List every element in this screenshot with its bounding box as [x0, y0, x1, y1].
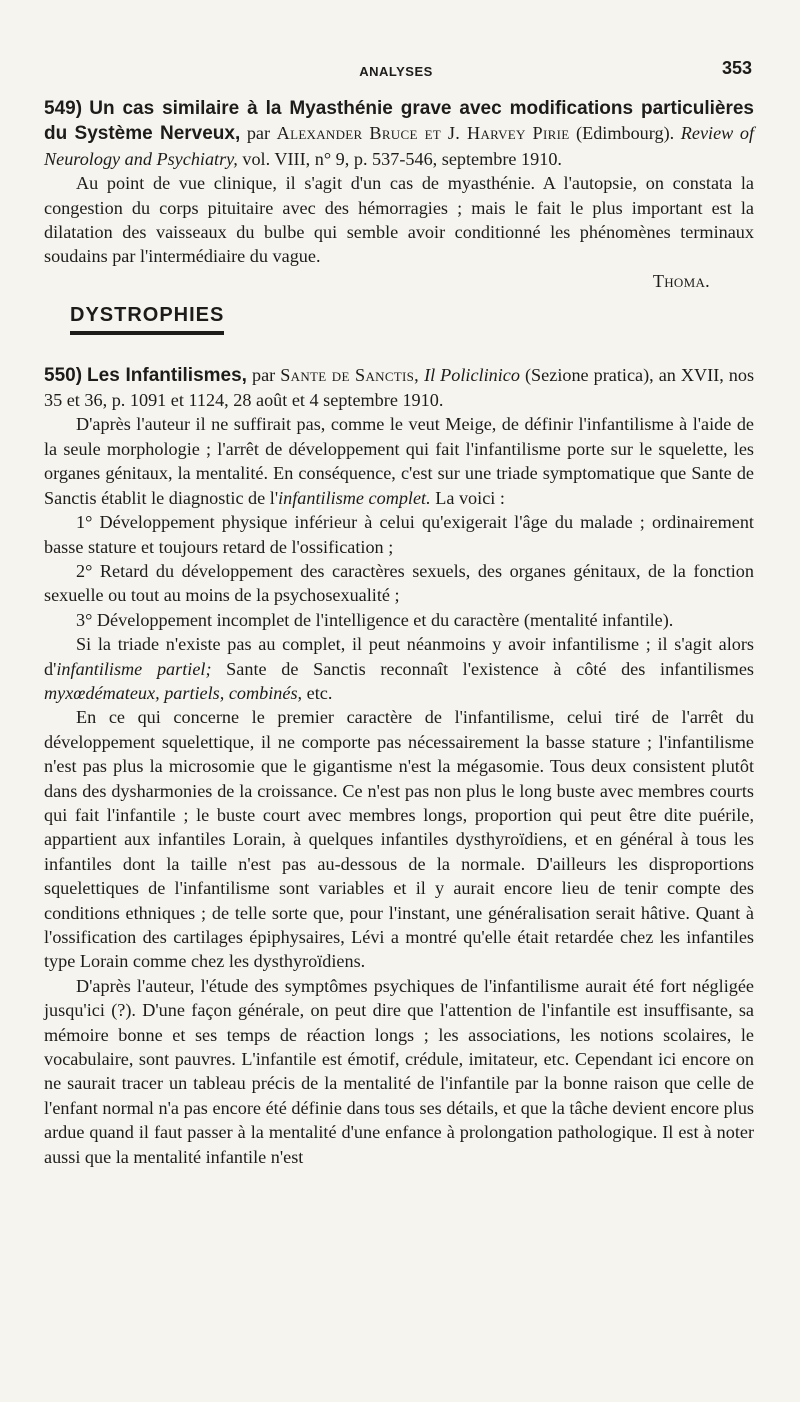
- term-infantilisme-partiel: infantilisme partiel;: [56, 658, 212, 679]
- paragraph-definition: [44, 412, 754, 510]
- section-gap: [44, 335, 754, 363]
- article-550-author: Sante de Sanctis,: [280, 364, 420, 385]
- article-550-citation: [44, 363, 754, 413]
- article-549-by: par: [246, 123, 271, 144]
- article-550-number: 550): [44, 364, 83, 386]
- page-body: [44, 96, 754, 1169]
- triad-item-3: 3° Développement incomplet de l'intelligence et du caractère (mentalité infantile).: [76, 609, 674, 630]
- article-549-title: Un cas similaire à la Myasthénie grave avec modifications particulières du Système Nerveux,: [44, 98, 754, 145]
- article-549-signature: [44, 269, 754, 293]
- article-549-citation: [44, 96, 754, 171]
- paragraph-partial-text: Si la triade n'existe pas au complet, il peut néanmoins y avoir infantilisme ; il s'agit alors d': [44, 634, 754, 679]
- article-550-reference: (Sezione pratica), an XVII, nos 35 et 36, p. 1091 et 1124, 28 août et 4 septembre 1910.: [44, 364, 755, 411]
- triad-item-2: 2° Retard du développement des caractères sexuels, des organes génitaux, de la fonction sexuelle ou tout au moins de la psychosexualité ;: [44, 560, 754, 606]
- signature-text: Thoma.: [652, 270, 710, 291]
- running-title: ANALYSES: [359, 64, 433, 79]
- running-head: [40, 58, 752, 84]
- article-550-journal: Il Policlinico: [424, 364, 520, 385]
- article-550-title: Les Infantilismes,: [87, 364, 247, 386]
- section-title: DYSTROPHIES: [70, 303, 224, 334]
- article-549-number: 549): [44, 98, 83, 119]
- paragraph-skeletal: En ce qui concerne le premier caractère de l'infantilisme, celui tiré de l'arrêt du développement squelettique, il ne comporte pas nécessairement la basse stature ; l'infantilisme n'est pas plus la microsomie que le gigantisme n'est la mégasomie. Tous deux consistent plutôt dans des dysharmonies de la croissance. Ce n'est pas non plus le long buste avec membres courts qui fait l'infantile ; le buste court avec membres longs, proportion qui peut être dite puérile, appartient aux infantiles Lorain, à quelques infantiles dysthyroïdiens, et en général à tous les infantiles dont la taille n'est pas au-dessous de la normale. D'ailleurs les disproportions squelettiques de l'infantilisme sont variables et il y aurait encore lieu de tenir compte des conditions ethniques ; de telle sorte que, pour l'instant, une généralisation serait hâtive. Quant à l'ossification des cartilages épiphysaires, Lévi a montré qu'elle était retardée chez les infantiles type Lorain comme chez les dysthyroïdiens.: [44, 707, 754, 972]
- paragraph-partial-end: etc.: [302, 682, 333, 703]
- paragraph-definition-end: La voici :: [430, 487, 505, 508]
- term-infantilisme-complet: infantilisme complet.: [278, 487, 431, 508]
- article-549-reference: vol. VIII, n° 9, p. 537-546, septembre 1910.: [242, 148, 562, 169]
- paragraph-partial-middle: Sante de Sanctis reconnaît l'existence à côté des infantilismes: [211, 658, 754, 679]
- paragraph-definition-text: D'après l'auteur il ne suffirait pas, comme le veut Meige, de définir l'infantilisme à l'aide de la seule morphologie ; l'arrêt de développement qui fait l'infantilisme porte sur le squelette, les organes génitaux, la mentalité. En conséquence, c'est sur une triade symptomatique que Sante de Sanctis établit le diagnostic de l': [44, 414, 754, 508]
- article-550-by: par: [251, 364, 276, 385]
- article-549-journal: Review of Neurology and Psychiatry,: [44, 123, 755, 169]
- paragraph-psychic: D'après l'auteur, l'étude des symptômes psychiques de l'infantilisme aurait été fort négligée jusqu'ici (?). D'une façon générale, on peut dire que l'attention de l'infantile est insuffisante, sa mémoire bonne et ses temps de réaction longs ; les associations, les notions scolaires, le vocabulaire, sont pauvres. L'infantile est émotif, crédule, imitateur, etc. Cependant ici encore on ne saurait tracer un tableau précis de la mentalité de l'infantile par la bonne raison que celle de l'enfant normal n'a pas encore été définie dans tous ses détails, et que la tâche devient encore plus ardue quand il faut passer à la mentalité d'une enfance à prolongation pathologique. Il est à noter aussi que la mentalité infantile n'est: [44, 975, 754, 1167]
- triad-item-1: 1° Développement physique inférieur à celui qu'exigerait l'âge du malade ; ordinairement basse stature et toujours retard de l'ossification ;: [44, 512, 754, 557]
- section-heading-wrap: [44, 293, 754, 334]
- page-number: 353: [721, 58, 752, 78]
- article-549-body: Au point de vue clinique, il s'agit d'un cas de myasthénie. A l'autopsie, on constata la congestion du corps pituitaire avec des hémorragies ; mais le fait le plus important est la dilatation des vaisseaux du bulbe qui semble avoir conditionné les phénomènes terminaux soudains par l'intermédiaire du vague.: [44, 173, 754, 267]
- article-549-authors: Alexander Bruce et J. Harvey Pirie: [276, 123, 570, 144]
- term-varieties: myxœdémateux, partiels, combinés,: [44, 682, 303, 703]
- article-549-place: (Edimbourg).: [576, 123, 675, 144]
- paragraph-partial: [44, 632, 754, 705]
